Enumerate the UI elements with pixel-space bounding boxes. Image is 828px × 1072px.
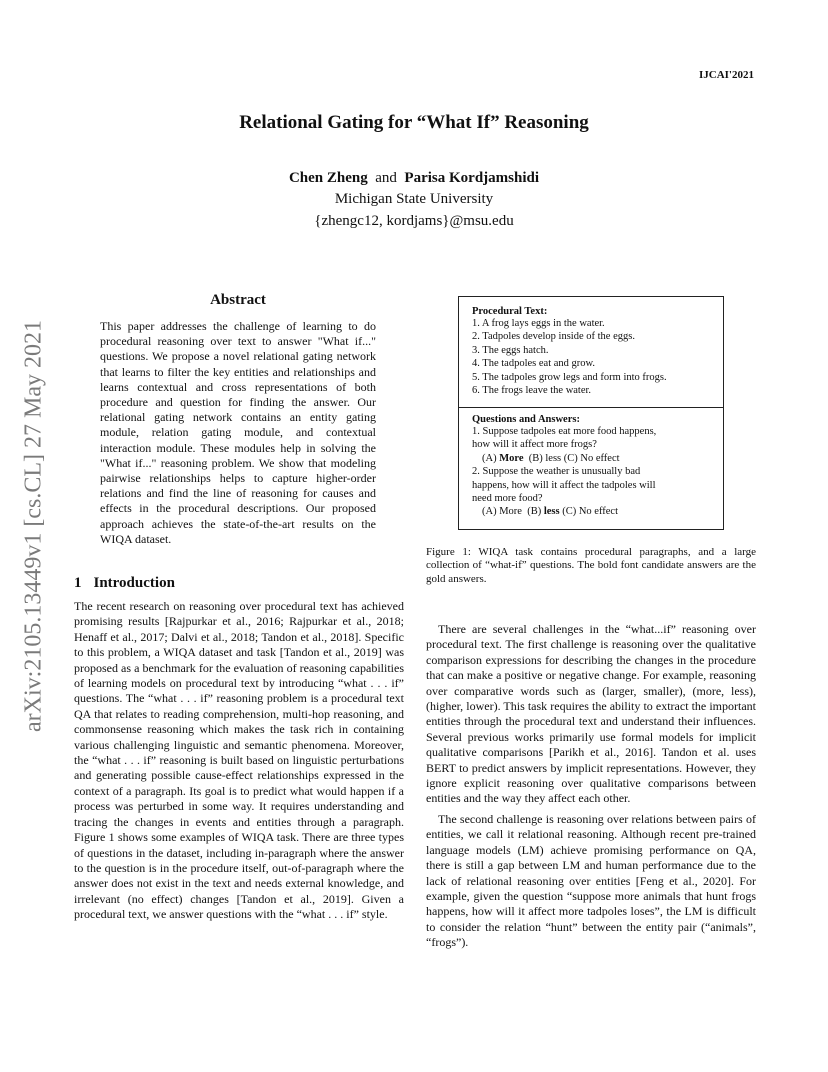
authors	[0, 170, 828, 187]
question-2-options	[472, 505, 717, 518]
section-heading	[74, 575, 175, 592]
question-2-line-3: need more food?	[472, 493, 543, 505]
q1-option-a-prefix: (A)	[482, 452, 500, 464]
q2-gold-answer: less	[543, 506, 560, 518]
figure-caption: Figure 1: WIQA task contains procedural paragraphs, and a large collection of “what-if” questions. The bold font candidate answers are the gold answers.	[426, 546, 756, 585]
challenge-paragraph-1: There are several challenges in the “what...if” reasoning over procedural text. The first challenge is reasoning over the qualitative comparison expressions for describing the changes in the procedure that can make a positive or negative change. For example, reasoning over comparative words such as (larger, smaller), (more, less), (higher, lower). This task requires the ability to extract the important entities through the procedural text and understand their influences. Several previous works primarily use formal models for implicit qualitative comparisons [Parikh et al., 2016]. Tandon et al. uses BERT to predict answers by implicit representations. However, they ignore explicit reasoning over qualitative comparisons between entities and the way they affect each other.	[426, 622, 756, 806]
step-3: 3. The eggs hatch.	[472, 344, 549, 356]
question-1-line-2: how will it affect more frogs?	[472, 439, 597, 451]
author-2: Parisa Kordjamshidi	[404, 170, 540, 186]
q2-option-prefix: (A) More (B)	[482, 506, 544, 518]
q1-gold-answer: More	[499, 452, 524, 464]
step-1: 1. A frog lays eggs in the water.	[472, 318, 605, 329]
step-2: 2. Tadpoles develop inside of the eggs.	[472, 331, 635, 343]
figure-1	[458, 296, 724, 530]
step-5: 5. The tadpoles grow legs and form into frogs.	[472, 371, 667, 383]
section-number: 1	[74, 575, 82, 591]
intro-paragraph: The recent research on reasoning over procedural text has achieved promising results [Rajpurkar et al., 2016; Rajpurkar et al., 2018; Henaff et al., 2017; Dalvi et al., 2018; Tandon et al., 2018]. Specific to this problem, a WIQA dataset and task [Tandon et al., 2019] was proposed as a benchmark for the evaluation of reasoning capabilities of learning models on procedural text by introducing “what . . . if” questions. The “what . . . if” reasoning problem is a procedural text QA that relates to reading comprehension, multi-hop reasoning, and commonsense reasoning which makes the task rich in containing various challenging linguistic and semantic phenomena. Moreover, the “what . . . if” reasoning is built based on linguistic perturbations and generating possible cause-effect relationships expressed in the context of a paragraph. Its goal is to predict what would happen if a process was perturbed in some way. It requires understanding and tracing the changes in events and entities through a paragraph. Figure 1 shows some examples of WIQA task. There are three types of questions in the dataset, including in-paragraph where the answer to the question is in the procedure itself, out-of-paragraph where the answer does not exist in the text and needs external knowledge, and irrelevant (no effect) changes [Tandon et al., 2019]. Given a procedural text, we answer questions with the “what . . . if” style.	[74, 599, 404, 922]
q1-option-rest: (B) less (C) No effect	[523, 452, 620, 464]
column-2	[426, 622, 756, 951]
paper-title: Relational Gating for “What If” Reasoning	[239, 112, 589, 133]
step-6: 6. The frogs leave the water.	[472, 385, 592, 397]
question-1-line-1: 1. Suppose tadpoles eat more food happens,	[472, 426, 657, 437]
procedural-heading: Procedural Text:	[472, 306, 548, 317]
qa-heading: Questions and Answers:	[472, 414, 580, 425]
question-1-options	[472, 452, 717, 465]
abstract-heading: Abstract	[210, 292, 266, 308]
q2-option-rest: (C) No effect	[559, 506, 618, 518]
procedural-text-panel	[459, 297, 723, 408]
challenge-paragraph-2: The second challenge is reasoning over relations between pairs of entities, we call it relational reasoning. Although recent pre-trained language models (LM) achieve promising performance on QA, there is still a gap between LM and human performance due to the lack of relational reasoning over entities [Feng et al., 2020]. For example, given the question “suppose more animals that hunt frogs happens, how will it affect more tadpoles loses”, the LM is difficult to consider the relation “hunt” between the entity pair (“animals”, “frogs”).	[426, 811, 756, 950]
venue-label: IJCAI'2021	[698, 69, 754, 81]
affiliation: Michigan State University	[334, 191, 494, 207]
question-2-line-1: 2. Suppose the weather is unusually bad	[472, 466, 641, 478]
email: {zhengc12, kordjams}@msu.edu	[314, 213, 514, 229]
abstract-text: This paper addresses the challenge of learning to do procedural reasoning over text to answer "What if..." questions. We propose a novel relational gating network that learns to filter the key entities and relationships and learns contextual and cross representations of both procedure and question for finding the answer. Our relational gating network contains an entity gating module, relation gating module, and contextual interaction module. These modules help in solving the "What if..." reasoning problem. We show that modeling pairwise relationships helps to capture higher-order relations and find the line of reasoning for causes and effects in the procedural descriptions. Our proposed approach achieves the state-of-the-art results on the WIQA dataset.	[100, 319, 376, 546]
author-conjunction: and	[375, 170, 397, 186]
section-title: Introduction	[93, 575, 175, 591]
question-2-line-2: happens, how will it affect the tadpoles will	[472, 479, 656, 491]
step-4: 4. The tadpoles eat and grow.	[472, 358, 596, 370]
arxiv-sidebar	[10, 0, 60, 1072]
arxiv-id: arXiv:2105.13449v1 [cs.CL] 27 May 2021	[20, 320, 47, 732]
author-1: Chen Zheng	[288, 170, 368, 186]
